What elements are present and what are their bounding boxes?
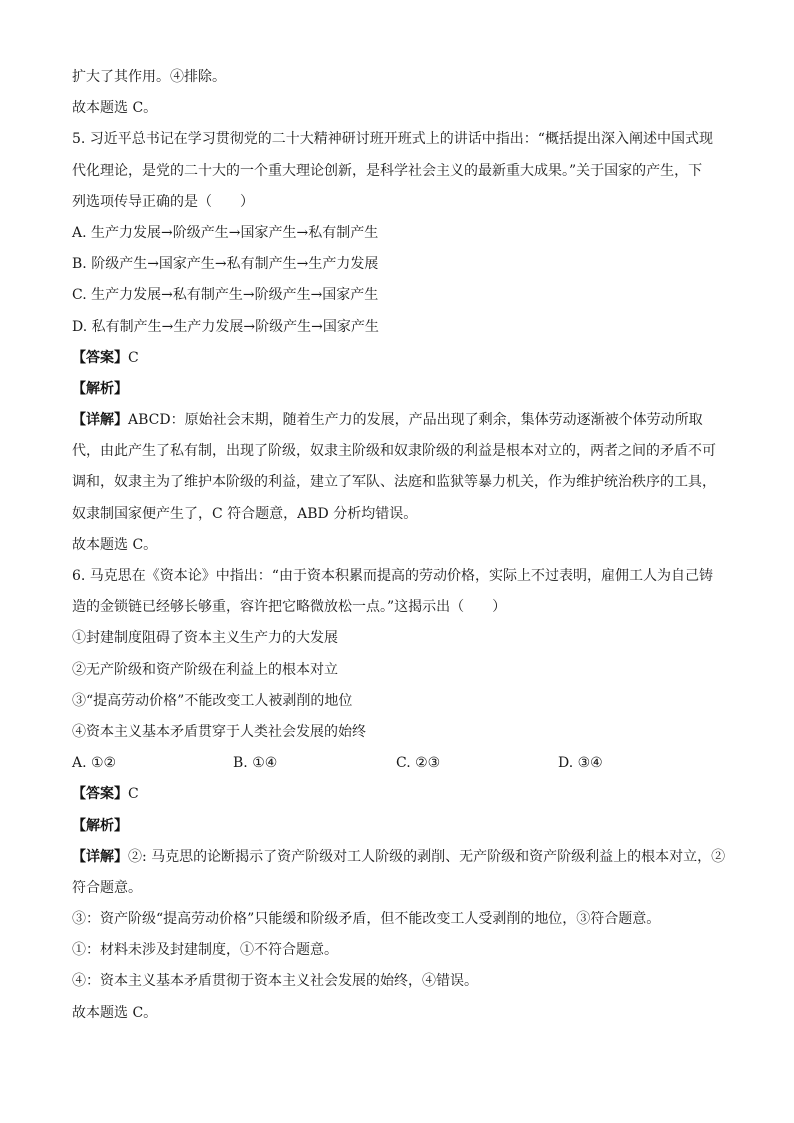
q6-item-4: ④资本主义基本矛盾贯穿于人类社会发展的始终 xyxy=(72,723,366,740)
q6-option-a: A. ①② xyxy=(72,755,117,772)
carry-line-1: 扩大了其作用。④排除。 xyxy=(72,69,226,85)
document-page xyxy=(72,62,724,1029)
q5-detail-line-3: 调和，奴隶主为了维护本阶级的利益，建立了军队、法庭和监狱等暴力机关，作为维护统治秩序的工具， xyxy=(72,474,716,491)
q5-detail-text-1: ABCD：原始社会末期，随着生产力的发展，产品出现了剩余，集体劳动逐渐被个体劳动所取 xyxy=(128,412,703,429)
q6-detail-line-1 xyxy=(72,842,724,873)
q6-item-3: ③“提高劳动价格”不能改变工人被剥削的地位 xyxy=(72,692,353,709)
q5-detail-tag: 【详解】 xyxy=(72,412,128,429)
q5-analysis-tag: 【解析】 xyxy=(72,380,128,397)
q6-detail-line-5: ④：资本主义基本矛盾贯彻于资本主义社会发展的始终，④错误。 xyxy=(72,973,478,990)
q5-answer-value: C xyxy=(128,349,139,366)
q6-detail-tag: 【详解】 xyxy=(72,848,128,865)
q5-option-a: A. 生产力发展→阶级产生→国家产生→私有制产生 xyxy=(72,224,379,241)
carry-conclusion: 故本题选 C。 xyxy=(72,100,158,117)
q5-option-d: D. 私有制产生→生产力发展→阶级产生→国家产生 xyxy=(72,318,379,335)
q6-option-d: D. ③④ xyxy=(558,755,603,772)
q6-item-2: ②无产阶级和资产阶级在利益上的根本对立 xyxy=(72,661,338,678)
q5-detail-line-4: 奴隶制国家便产生了，C 符合题意，ABD 分析均错误。 xyxy=(72,505,418,522)
q6-analysis-heading xyxy=(72,811,724,842)
q5-answer xyxy=(72,343,724,374)
q6-stem-line-2: 造的金锁链已经够长够重，容许把它略微放松一点。”这揭示出（ ） xyxy=(72,599,507,616)
q5-detail-line-2: 代，由此产生了私有制，出现了阶级，奴隶主阶级和奴隶阶级的利益是根本对立的，两者之间的矛盾不可 xyxy=(72,443,716,460)
q6-detail-text-1: ②: 马克思的论断揭示了资产阶级对工人阶级的剥削、无产阶级和资产阶级利益上的根本对立，② xyxy=(128,848,726,865)
q5-conclusion: 故本题选 C。 xyxy=(72,536,158,553)
q6-detail-line-4: ①：材料未涉及封建制度，①不符合题意。 xyxy=(72,942,338,959)
q5-stem-line-1: 5. 习近平总书记在学习贯彻党的二十大精神研讨班开班式上的讲话中指出：“概括提出深入阐述中国式现 xyxy=(72,131,713,148)
q6-stem-line-1: 6. 马克思在《资本论》中指出：“由于资本积累而提高的劳动价格，实际上不过表明，雇佣工人为自己铸 xyxy=(72,568,713,584)
q6-options-row xyxy=(72,748,724,779)
q6-answer-value: C xyxy=(128,786,139,803)
q6-option-b: B. ①④ xyxy=(233,755,278,772)
q6-detail-line-2: 符合题意。 xyxy=(72,879,142,896)
q6-item-1: ①封建制度阻碍了资本主义生产力的大发展 xyxy=(72,630,338,647)
q5-stem-line-2: 代化理论，是党的二十大的一个重大理论创新，是科学社会主义的最新重大成果。”关于国家的产生，下 xyxy=(72,162,703,179)
q6-analysis-tag: 【解析】 xyxy=(72,817,128,834)
q6-answer xyxy=(72,779,724,810)
q5-option-b: B. 阶级产生→国家产生→私有制产生→生产力发展 xyxy=(72,256,379,273)
q6-conclusion: 故本题选 C。 xyxy=(72,1004,158,1021)
q6-detail-line-3: ③：资产阶级“提高劳动价格”只能缓和阶级矛盾，但不能改变工人受剥削的地位，③符合题意。 xyxy=(72,911,661,928)
q5-option-c: C. 生产力发展→私有制产生→阶级产生→国家产生 xyxy=(72,287,379,304)
q6-answer-tag: 【答案】 xyxy=(72,786,128,803)
q5-stem-line-3: 列选项传导正确的是（ ） xyxy=(72,193,254,210)
q5-detail-line-1 xyxy=(72,405,724,436)
q5-answer-tag: 【答案】 xyxy=(72,349,128,366)
q5-analysis-heading xyxy=(72,374,724,405)
q6-option-c: C. ②③ xyxy=(396,755,441,772)
